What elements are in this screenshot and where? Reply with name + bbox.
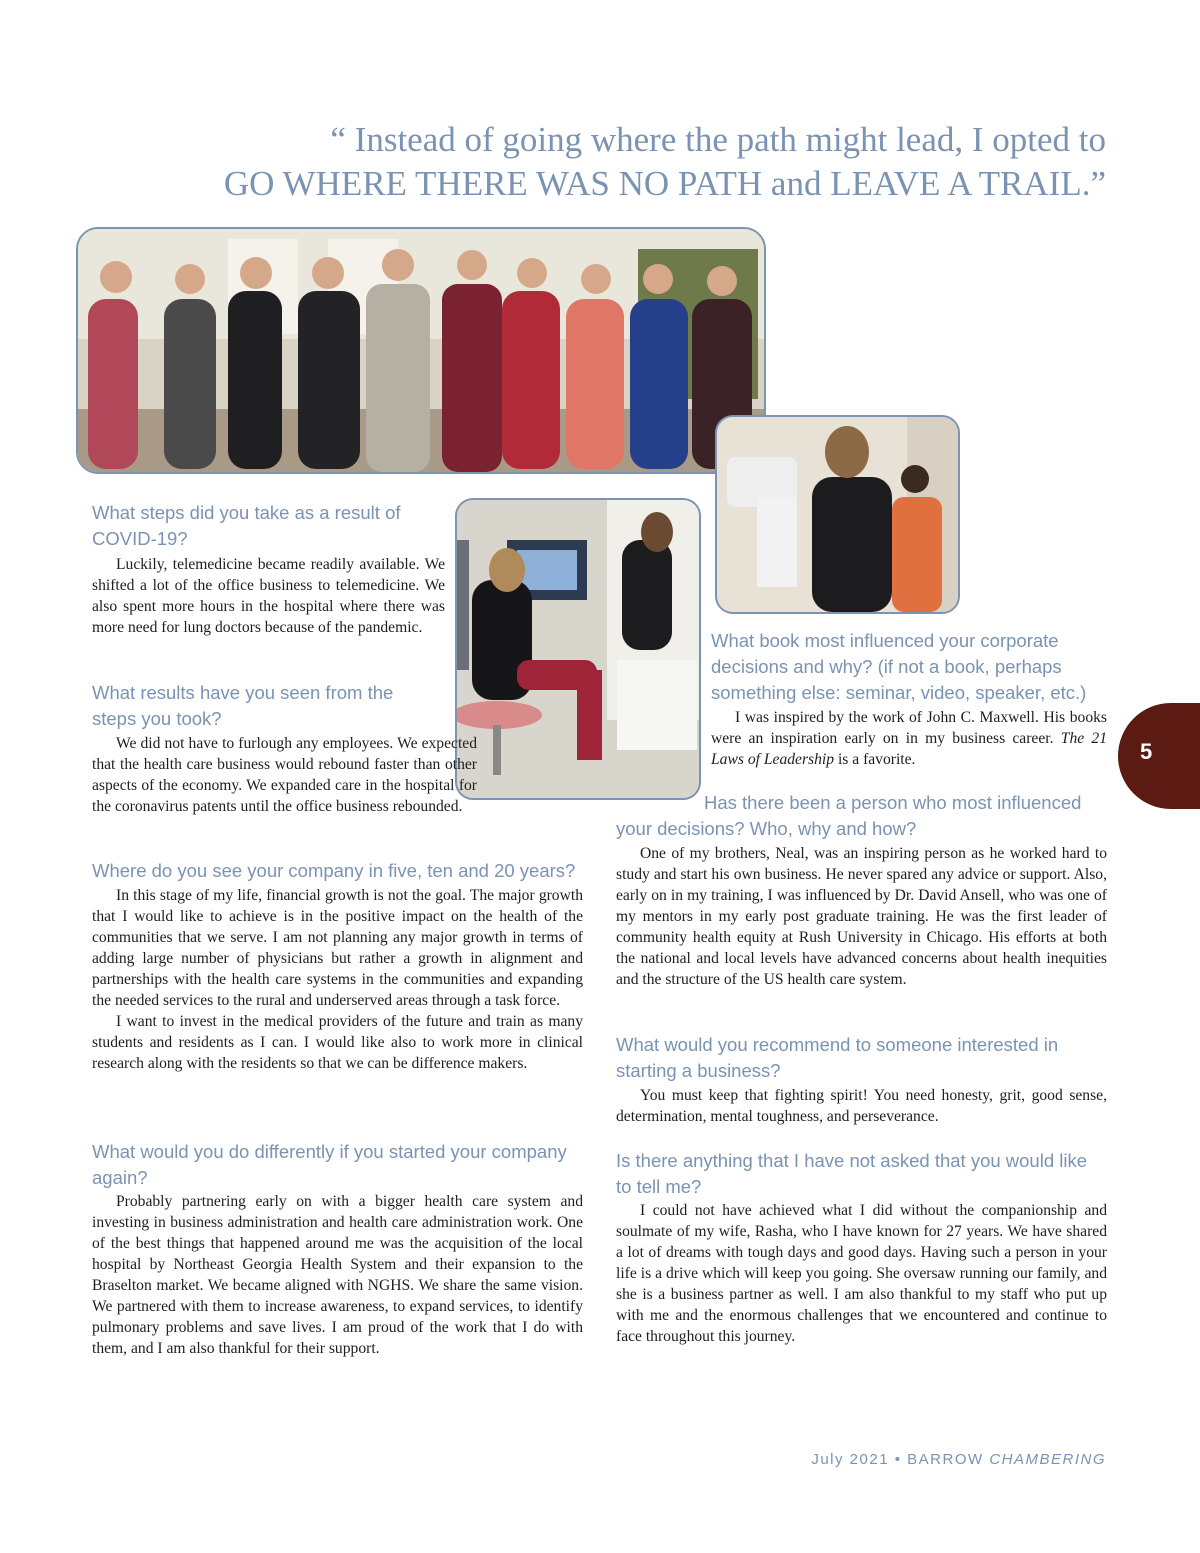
answer-anything (616, 1200, 1107, 1347)
question-differently: What would you do differently if you started your company again? (92, 1141, 567, 1188)
answer-book-before: I was inspired by the work of John C. Maxwell. His books were an inspiration early on in my business career. (711, 709, 1107, 747)
pull-quote (106, 118, 1106, 206)
pull-quote-line-2: GO WHERE THERE WAS NO PATH and LEAVE A TRAIL.” (223, 164, 1106, 203)
answer-results-text: We did not have to furlough any employees. We expected that the health care business would rebound faster than other aspects of the economy. We expanded care in the hospital for the coronavirus patents until the office business rebounded. (92, 735, 477, 815)
answer-book-after: is a favorite. (834, 751, 916, 768)
pulmonary-lab-photo (455, 498, 701, 800)
answer-recommend (616, 1085, 1107, 1127)
question-future: Where do you see your company in five, ten and 20 years? (92, 860, 576, 881)
question-recommend: What would you recommend to someone interested in starting a business? (616, 1034, 1059, 1081)
footer-publication: CHAMBERING (989, 1451, 1106, 1468)
page-footer (811, 1451, 1106, 1468)
question-person: Has there been a person who most influenced your decisions? Who, why and how? (616, 792, 1082, 839)
question-results: What results have you seen from the steps you took? (92, 682, 394, 729)
answer-future-text-1: In this stage of my life, financial growth is not the goal. The major growth that I would like to achieve is in the positive impact on the health of the communities that we serve. I am not planning any major growth in terms of adding large number of physicians but rather a growth in alignment and partnerships with the health care systems in the communities and expanding the needed services to the rural and underserved areas through a task force. (92, 887, 583, 1009)
answer-future (92, 885, 583, 1074)
question-covid: What steps did you take as a result of COVID-19? (92, 502, 401, 549)
answer-person (616, 843, 1107, 990)
staff-group-photo (76, 227, 766, 474)
pull-quote-line-1: “ Instead of going where the path might lead, I opted to (330, 120, 1106, 159)
answer-covid (92, 554, 445, 638)
answer-book-title: The 21 Laws of Leadership (711, 730, 1108, 768)
answer-recommend-text: You must keep that fighting spirit! You need honesty, grit, good sense, determination, mental toughness, and perseverance. (616, 1087, 1107, 1125)
exam-room-photo (715, 415, 960, 614)
answer-anything-text: I could not have achieved what I did without the companionship and soulmate of my wife, Rasha, who I have known for 27 years. We have shared a lot of dreams with tough days and good days. Having such a person in your life is a drive which will keep you going. She oversaw running our family, and she is a business partner as well. I am also thankful to my staff who put up with me and the enormous challenges that we encountered and continue to face throughout this journey. (616, 1202, 1107, 1345)
answer-covid-text: Luckily, telemedicine became readily available. We shifted a lot of the office business to telemedicine. We also spent more hours in the hospital where there was more need for lung doctors because of the pandemic. (92, 556, 445, 636)
question-book: What book most influenced your corporate decisions and why? (if not a book, perhaps something else: seminar, video, speaker, etc.) (711, 630, 1087, 703)
answer-book-text (711, 707, 1107, 770)
answer-person-text: One of my brothers, Neal, was an inspiring person as he worked hard to study and start his own business. He never spared any advice or support. Also, early on in my training, I was influenced by Dr. David Ansell, who was one of my mentors in my early post graduate training. He was the first leader of community health equity at Rush University in Chicago. His efforts at both the national and local levels have advanced concerns about health inequities and the structure of the US health care system. (616, 845, 1107, 988)
page-number: 5 (1140, 739, 1153, 764)
answer-book (711, 707, 1107, 770)
page-number-tab (1118, 703, 1200, 809)
answer-future-text-2: I want to invest in the medical providers of the future and train as many students and residents as I can. I would like also to work more in clinical research along with the residents so that we can be difference makers. (92, 1013, 583, 1072)
answer-differently (92, 1191, 583, 1359)
question-anything: Is there anything that I have not asked that you would like to tell me? (616, 1150, 1088, 1197)
answer-differently-text: Probably partnering early on with a bigger health care system and investing in business administration and health care administration work. One of the best things that happened around me was the acquisition of the local hospital by Northeast Georgia Health System and their expansion to the Braselton market. We became aligned with NGHS. We share the same vision. We partnered with them to increase awareness, to expand services, to identify pulmonary problems and save lives. I am proud of the work that I do with them, and I am also thankful for their support. (92, 1193, 583, 1357)
answer-results (92, 733, 477, 817)
footer-date: July 2021 • BARROW (811, 1451, 990, 1468)
